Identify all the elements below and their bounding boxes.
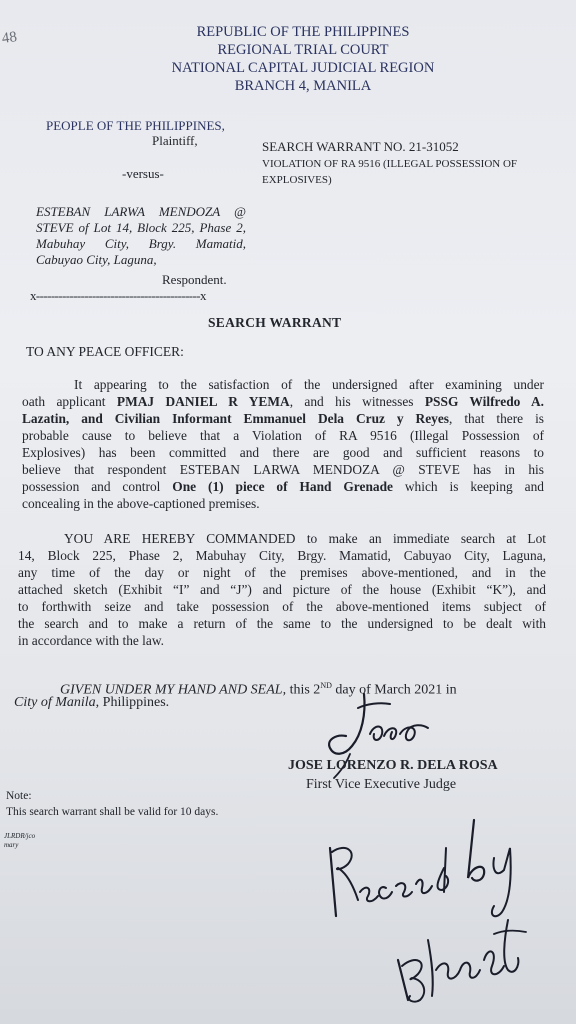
- respondent-line-3: Mabuhay City, Brgy. Mamatid,: [36, 236, 246, 251]
- p1-line: oath applicant PMAJ DANIEL R YEMA, and his witnesses PSSG Wilfredo A.: [22, 394, 545, 409]
- initials-line-2: mary: [4, 841, 19, 849]
- violation-line-2: EXPLOSIVES): [262, 174, 332, 186]
- respondent-line-2: STEVE of Lot 14, Block 225, Phase 2,: [36, 220, 246, 235]
- header-court: REGIONAL TRIAL COURT: [217, 42, 389, 58]
- signatory-name: JOSE LORENZO R. DELA ROSA: [288, 758, 498, 773]
- header-branch: BRANCH 4, MANILA: [234, 78, 372, 94]
- respondent-line-4: Cabuyao City, Laguna,: [36, 252, 157, 267]
- p1-line: believe that respondent ESTEBAN LARWA MENDOZA @ STEVE has in his: [22, 462, 544, 477]
- header-region: NATIONAL CAPITAL JUDICIAL REGION: [171, 60, 435, 76]
- p1-line: Lazatin, and Civilian Informant Emmanuel Dela Cruz y Reyes, that there is: [22, 411, 545, 426]
- signatory-title: First Vice Executive Judge: [306, 777, 457, 792]
- salutation: TO ANY PEACE OFFICER:: [26, 344, 184, 359]
- p2-line: attached sketch (Exhibit “I” and “J”) and picture of the house (Exhibit “K”), and: [18, 582, 546, 597]
- p2-line: YOU ARE HEREBY COMMANDED to make an immediate search at Lot: [64, 531, 546, 546]
- receiver-signature: [388, 900, 538, 1010]
- respondent-role: Respondent.: [162, 272, 227, 287]
- p2-line: in accordance with the law.: [18, 633, 164, 648]
- p2-line: the search and to make a return of the same to the undersigned to be dealt with: [18, 616, 546, 631]
- note-text: This search warrant shall be valid for 10 days.: [6, 806, 219, 818]
- caption-separator: x--------------------------------------------x: [30, 288, 206, 303]
- header-republic: REPUBLIC OF THE PHILIPPINES: [196, 24, 410, 40]
- document-title: SEARCH WARRANT: [208, 315, 342, 330]
- p2-line: 14, Block 225, Phase 2, Mabuhay City, Brgy. Mamatid, Cabuyao City, Laguna,: [18, 548, 546, 563]
- corner-mark: 48: [0, 29, 18, 47]
- p2-line: to forthwith seize and take possession of the above-mentioned items subject of: [18, 599, 546, 614]
- violation-line-1: VIOLATION OF RA 9516 (ILLEGAL POSSESSION OF: [262, 158, 518, 170]
- initials-line-1: JLRDR/jco: [4, 832, 36, 840]
- p1-line: Explosives) has been committed and there are good and sufficient reasons to: [22, 445, 544, 460]
- respondent-line-1: ESTEBAN LARWA MENDOZA @: [36, 204, 246, 219]
- warrant-number: SEARCH WARRANT NO. 21-31052: [262, 139, 459, 154]
- given-line-1: GIVEN UNDER MY HAND AND SEAL, this 2ND day of March 2021 in: [60, 681, 457, 698]
- plaintiff-role: Plaintiff,: [152, 133, 198, 148]
- note-label: Note:: [6, 790, 32, 802]
- p2-line: any time of the day or night of the premises above-mentioned, and in the: [18, 565, 546, 580]
- p1-line: probable cause to believe that a Violation of RA 9516 (Illegal Possession of: [22, 428, 544, 443]
- given-line-2: City of Manila, Philippines.: [14, 695, 170, 710]
- p1-line: concealing in the above-captioned premises.: [22, 496, 260, 511]
- versus-label: -versus-: [122, 166, 164, 181]
- p1-line: possession and control One (1) piece of Hand Grenade which is keeping and: [22, 479, 544, 494]
- p1-line: It appearing to the satisfaction of the undersigned after examining under: [74, 377, 544, 392]
- plaintiff-name: PEOPLE OF THE PHILIPPINES,: [46, 118, 225, 133]
